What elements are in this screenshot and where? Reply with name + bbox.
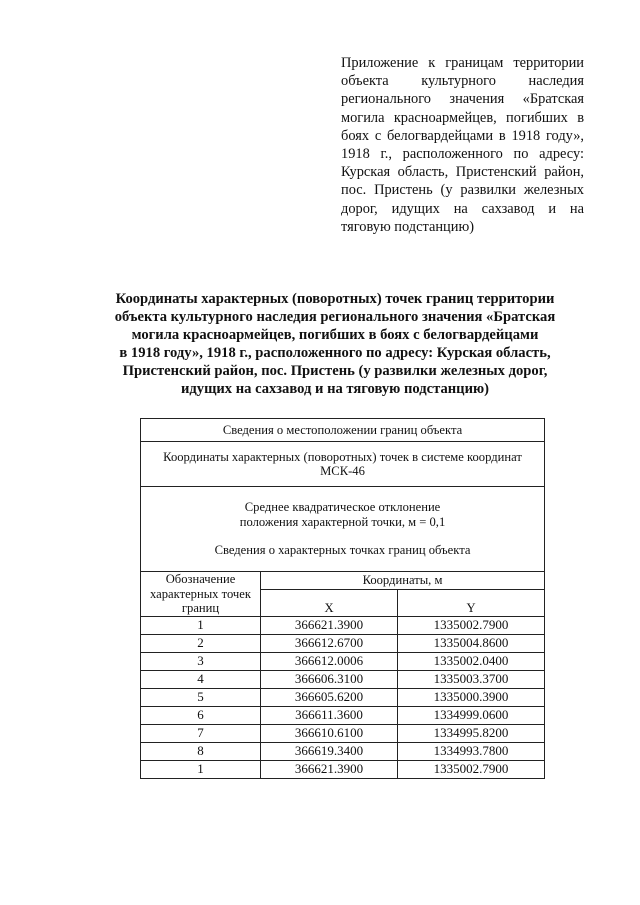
table-title: Сведения о местоположении границ объекта — [141, 419, 545, 442]
x-coordinate-cell: 366611.3600 — [261, 706, 398, 724]
table-row — [141, 742, 545, 760]
table-row — [141, 616, 545, 634]
x-coordinate-cell: 366605.6200 — [261, 688, 398, 706]
point-id-cell: 3 — [141, 652, 261, 670]
point-id-cell: 2 — [141, 634, 261, 652]
document-heading — [100, 290, 570, 398]
table-row — [141, 688, 545, 706]
y-coordinate-cell: 1335003.3700 — [398, 670, 545, 688]
table-row — [141, 670, 545, 688]
appendix-note: Приложение к границам территории объекта культурного наследия регионального значения «Братская могила красноармейцев, погибших в боях с белогвардейцами в 1918 году», 1918 г., расположенного по адресу: Курская область, Пристенский район, пос. Пристень (у развилки железных дорог, идущих на сахзавод и на тяговую подстанцию) — [341, 55, 584, 235]
x-coordinate-cell: 366621.3900 — [261, 760, 398, 778]
x-coordinate-cell: 366612.6700 — [261, 634, 398, 652]
heading-line: в 1918 году», 1918 г., расположенного по адресу: Курская область, — [119, 345, 551, 361]
y-coordinate-cell: 1335002.0400 — [398, 652, 545, 670]
x-coordinate-cell: 366606.3100 — [261, 670, 398, 688]
y-coordinate-cell: 1335000.3900 — [398, 688, 545, 706]
table-row — [141, 760, 545, 778]
point-id-cell: 5 — [141, 688, 261, 706]
point-id-cell: 8 — [141, 742, 261, 760]
accuracy-cell — [141, 487, 545, 572]
y-coordinate-cell: 1334995.8200 — [398, 724, 545, 742]
heading-line: Координаты характерных (поворотных) точек границ территории — [115, 291, 555, 307]
y-coordinate-cell: 1334993.7800 — [398, 742, 545, 760]
y-coordinate-cell: 1335002.7900 — [398, 760, 545, 778]
y-column-header: Y — [398, 590, 545, 617]
point-id-cell: 4 — [141, 670, 261, 688]
x-column-header: X — [261, 590, 398, 617]
y-coordinate-cell: 1335002.7900 — [398, 616, 545, 634]
accuracy-label: Среднее квадратическое отклонение — [244, 500, 441, 515]
coordinates-table — [140, 418, 545, 779]
coordinate-system-cell: Координаты характерных (поворотных) точек в системе координат МСК-46 — [141, 442, 545, 487]
heading-line: объекта культурного наследия регионального значения «Братская — [114, 309, 556, 325]
y-coordinate-cell: 1335004.8600 — [398, 634, 545, 652]
point-column-header: Обозначение характерных точек границ — [141, 572, 261, 617]
table-row — [141, 652, 545, 670]
x-coordinate-cell: 366621.3900 — [261, 616, 398, 634]
table-row — [141, 724, 545, 742]
point-id-cell: 1 — [141, 616, 261, 634]
point-id-cell: 6 — [141, 706, 261, 724]
y-coordinate-cell: 1334999.0600 — [398, 706, 545, 724]
point-id-cell: 1 — [141, 760, 261, 778]
point-id-cell: 7 — [141, 724, 261, 742]
accuracy-value: положения характерной точки, м = 0,1 — [239, 514, 446, 529]
table-row — [141, 634, 545, 652]
heading-line: идущих на сахзавод и на тяговую подстанцию) — [180, 381, 489, 397]
x-coordinate-cell: 366612.0006 — [261, 652, 398, 670]
points-heading: Сведения о характерных точках границ объекта — [214, 543, 471, 558]
table-row — [141, 706, 545, 724]
heading-line: могила красноармейцев, погибших в боях с белогвардейцами — [131, 327, 539, 343]
coords-column-header: Координаты, м — [261, 572, 545, 590]
x-coordinate-cell: 366610.6100 — [261, 724, 398, 742]
x-coordinate-cell: 366619.3400 — [261, 742, 398, 760]
heading-line: Пристенский район, пос. Пристень (у развилки железных дорог, — [122, 363, 548, 379]
